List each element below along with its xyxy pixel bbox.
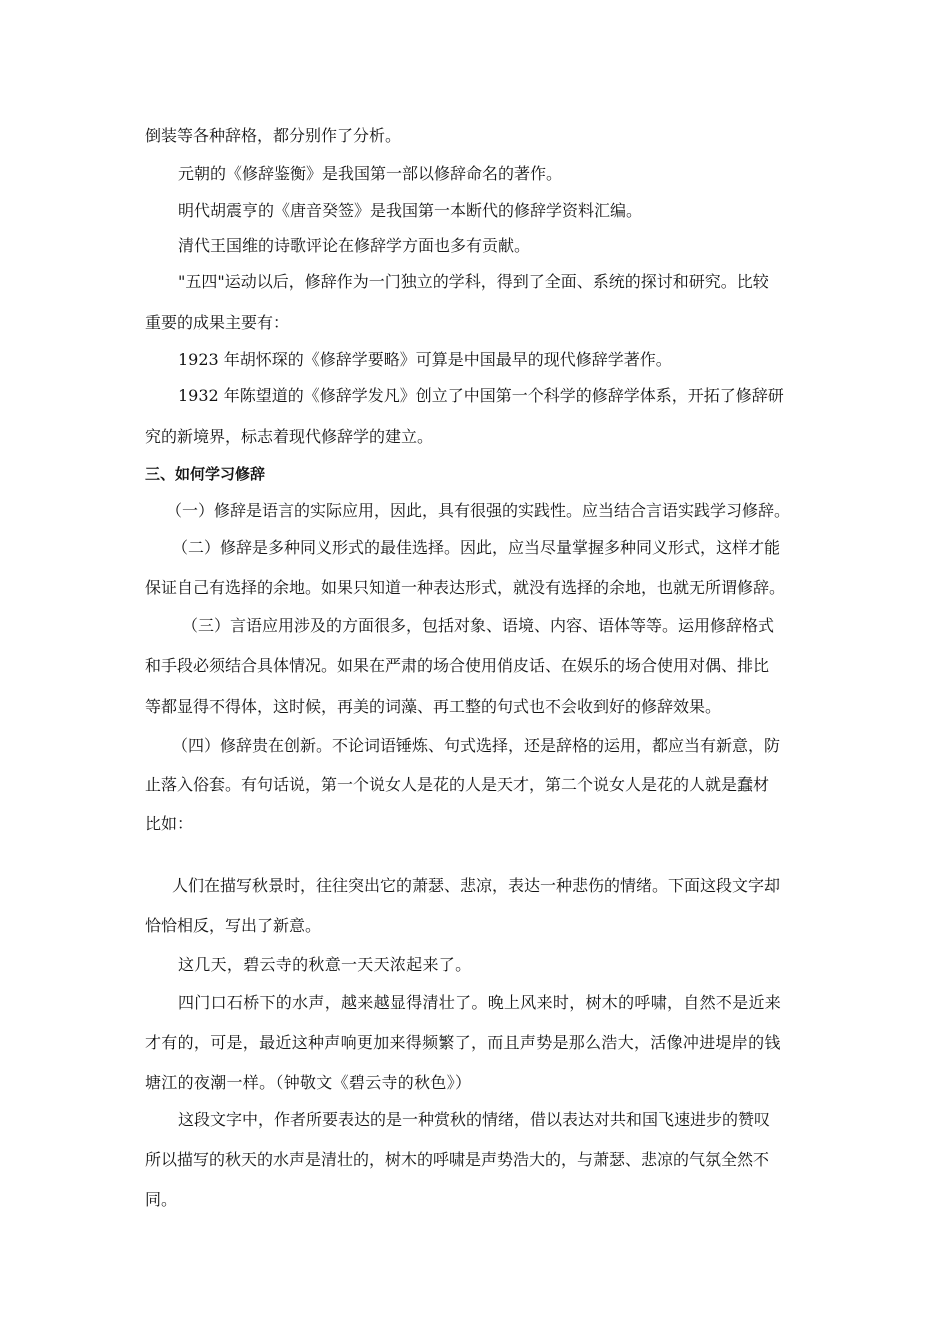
body-line: 同。 (145, 1190, 178, 1209)
body-line: 元朝的《修辞鉴衡》是我国第一部以修辞命名的著作。 (178, 164, 563, 183)
body-line: 和手段必须结合具体情况。如果在严肃的场合使用俏皮话、在娱乐的场合使用对偶、排比 (145, 656, 770, 675)
body-line: 重要的成果主要有： (145, 313, 290, 332)
body-line: （四）修辞贵在创新。不论词语锤炼、句式选择，还是辞格的运用，都应当有新意，防 (172, 736, 781, 755)
body-line: 1923 年胡怀琛的《修辞学要略》可算是中国最早的现代修辞学著作。 (178, 350, 672, 369)
body-line: 1932 年陈望道的《修辞学发凡》创立了中国第一个科学的修辞学体系，开拓了修辞研 (178, 386, 784, 405)
quote-line: 这几天，碧云寺的秋意一天天浓起来了。 (178, 955, 472, 974)
body-line: 恰恰相反，写出了新意。 (145, 916, 322, 935)
body-line: 止落入俗套。有句话说，第一个说女人是花的人是天才，第二个说女人是花的人就是蠢材 (145, 775, 770, 794)
quote-line: 才有的，可是，最近这种声响更加来得频繁了，而且声势是那么浩大，活像冲进堤岸的钱 (145, 1033, 781, 1052)
body-line: 这段文字中，作者所要表达的是一种赏秋的情绪，借以表达对共和国飞速进步的赞叹 (178, 1110, 771, 1129)
body-line: 人们在描写秋景时，往往突出它的萧瑟、悲凉，表达一种悲伤的情绪。下面这段文字却 (172, 876, 781, 895)
body-line: 明代胡震亨的《唐音癸签》是我国第一本断代的修辞学资料汇编。 (178, 201, 643, 220)
body-line: （三）言语应用涉及的方面很多，包括对象、语境、内容、语体等等。运用修辞格式 (182, 616, 775, 635)
quote-line: 塘江的夜潮一样。（钟敬文《碧云寺的秋色》） (145, 1073, 472, 1092)
body-line: 比如： (145, 814, 194, 833)
body-line: 保证自己有选择的余地。如果只知道一种表达形式，就没有选择的余地，也就无所谓修辞。 (145, 578, 786, 597)
quote-line: 四门口石桥下的水声，越来越显得清壮了。晚上风来时，树木的呼啸，自然不是近来 (178, 993, 782, 1012)
body-line: "五四"运动以后，修辞作为一门独立的学科，得到了全面、系统的探讨和研究。比较 (178, 272, 769, 291)
body-line: 所以描写的秋天的水声是清壮的，树木的呼啸是声势浩大的，与萧瑟、悲凉的气氛全然不 (145, 1150, 770, 1169)
section-heading: 三、如何学习修辞 (145, 465, 266, 483)
body-line: 等都显得不得体，这时候，再美的词藻、再工整的句式也不会收到好的修辞效果。 (145, 697, 722, 716)
body-line: 清代王国维的诗歌评论在修辞学方面也多有贡献。 (178, 236, 531, 255)
body-line: 倒装等各种辞格，都分别作了分析。 (145, 126, 402, 145)
body-line: 究的新境界，标志着现代修辞学的建立。 (145, 427, 434, 446)
body-line: （二）修辞是多种同义形式的最佳选择。因此，应当尽量掌握多种同义形式，这样才能 (172, 538, 781, 557)
body-line: （一）修辞是语言的实际应用，因此，具有很强的实践性。应当结合言语实践学习修辞。 (166, 501, 791, 520)
